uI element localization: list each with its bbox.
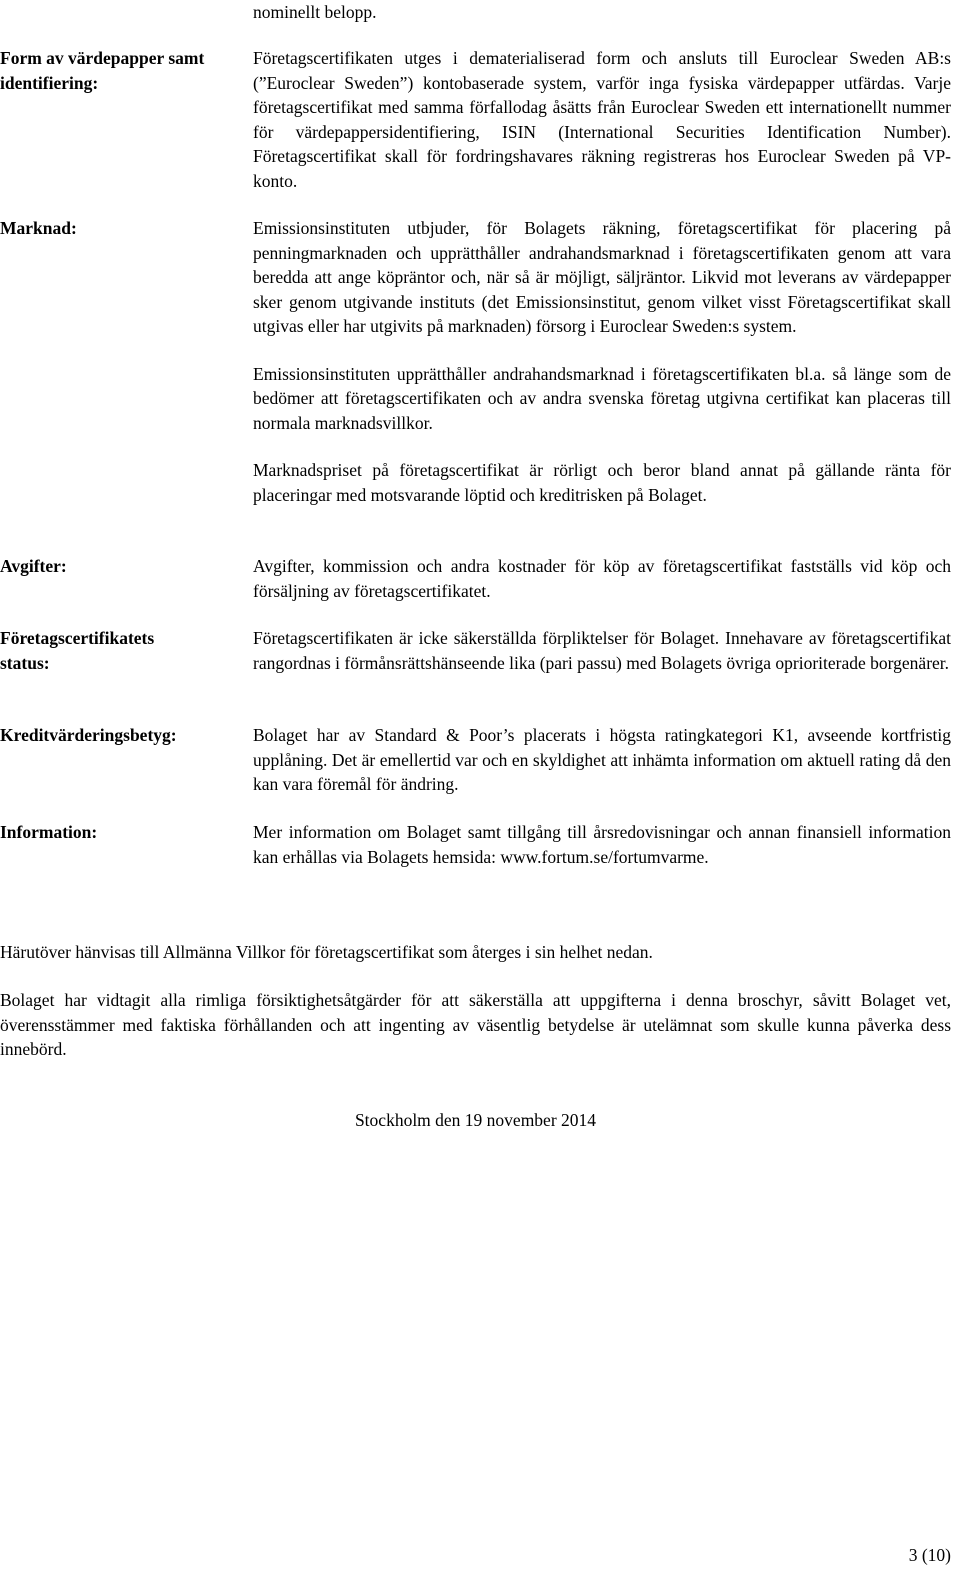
paragraph: Avgifter, kommission och andra kostnader för köp av företagscertifikat fastställs vid köp och försäljning av företagscertifikatet. xyxy=(253,556,951,601)
place-and-date: Stockholm den 19 november 2014 xyxy=(354,1110,597,1130)
section-body xyxy=(253,723,951,797)
section-body xyxy=(253,46,951,193)
paragraph: Bolaget har av Standard & Poor’s placerats i högsta ratingkategori K1, avseende kortfristig upplåning. Det är emellertid var och en skyldighet att inhämta information om aktuell rating då den kan vara föremål för ändring. xyxy=(253,725,951,794)
paragraph: Emissionsinstituten upprätthåller andrahandsmarknad i företagscertifikaten bl.a. så länge som de bedömer att företagscertifikaten och av andra svenska företag utgivna certifikat kan placeras till normala marknadsvillkor. xyxy=(253,363,951,433)
section-label: Marknad: xyxy=(0,218,77,238)
section-label: Företagscertifikatets status: xyxy=(0,628,155,673)
section-body xyxy=(253,626,951,675)
paragraph: Företagscertifikaten utges i dematerialiserad form och ansluts till Euroclear Sweden AB:s (”Euroclear Sweden”) kontobaserade system, varför inga fysiska värdepapper utfärdas. Varje företagscertifikat med samma förfallodag åsätts från Euroclear Sweden ett internationellt nummer för värdepappersidentifiering, ISIN (International Securities Identification Number). Företagscertifikat skall för fordringshavares räkning registreras hos Euroclear Sweden på VP-konto. xyxy=(253,48,951,191)
section-body xyxy=(253,820,951,869)
closing-responsibility-paragraph: Bolaget har vidtagit alla rimliga försiktighetsåtgärder för att säkerställa att uppgifterna i denna broschyr, såvitt Bolaget vet, överensstämmer med faktiska förhållanden och att ingenting av väsentlig betydelse är utelämnat som skulle kunna påverka dess innebörd. xyxy=(0,990,951,1059)
section-body xyxy=(253,216,951,507)
paragraph: Företagscertifikaten är icke säkerställda förpliktelser för Bolaget. Innehavare av företagscertifikat rangordnas i förmånsrättshänseende lika (pari passu) med Bolagets övriga oprioriterade borgenärer. xyxy=(253,628,951,673)
page-number: 3 (10) xyxy=(908,1545,951,1565)
section-label: Kreditvärderingsbetyg: xyxy=(0,725,177,745)
paragraph: Mer information om Bolaget samt tillgång till årsredovisningar och annan finansiell information kan erhållas via Bolagets hemsida: www.fortum.se/fortumvarme. xyxy=(253,822,951,867)
section-label: Avgifter: xyxy=(0,556,67,576)
paragraph: Emissionsinstituten utbjuder, för Bolagets räkning, företagscertifikat för placering på penningmarknaden och upprätthåller andrahandsmarknad i företagscertifikaten genom att vara beredda att ange köpräntor och, när så är möjligt, säljräntor. Likvid mot leverans av värdepapper sker genom utgivande instituts (det Emissionsinstitut, genom vilket visst Företagscertifikat skall utgivas eller har utgivits på marknaden) försorg i Euroclear Sweden:s system. xyxy=(253,218,951,336)
section-label: Form av värdepapper samt identifiering: xyxy=(0,48,205,93)
paragraph: Marknadspriset på företagscertifikat är rörligt och beror bland annat på gällande ränta för placeringar med motsvarande löptid och kreditrisken på Bolaget. xyxy=(253,460,951,505)
continued-text: nominellt belopp. xyxy=(253,2,377,22)
section-body xyxy=(253,554,951,603)
closing-reference-paragraph: Härutöver hänvisas till Allmänna Villkor för företagscertifikat som återges i sin helhet nedan. xyxy=(0,942,653,962)
section-label: Information: xyxy=(0,822,98,842)
